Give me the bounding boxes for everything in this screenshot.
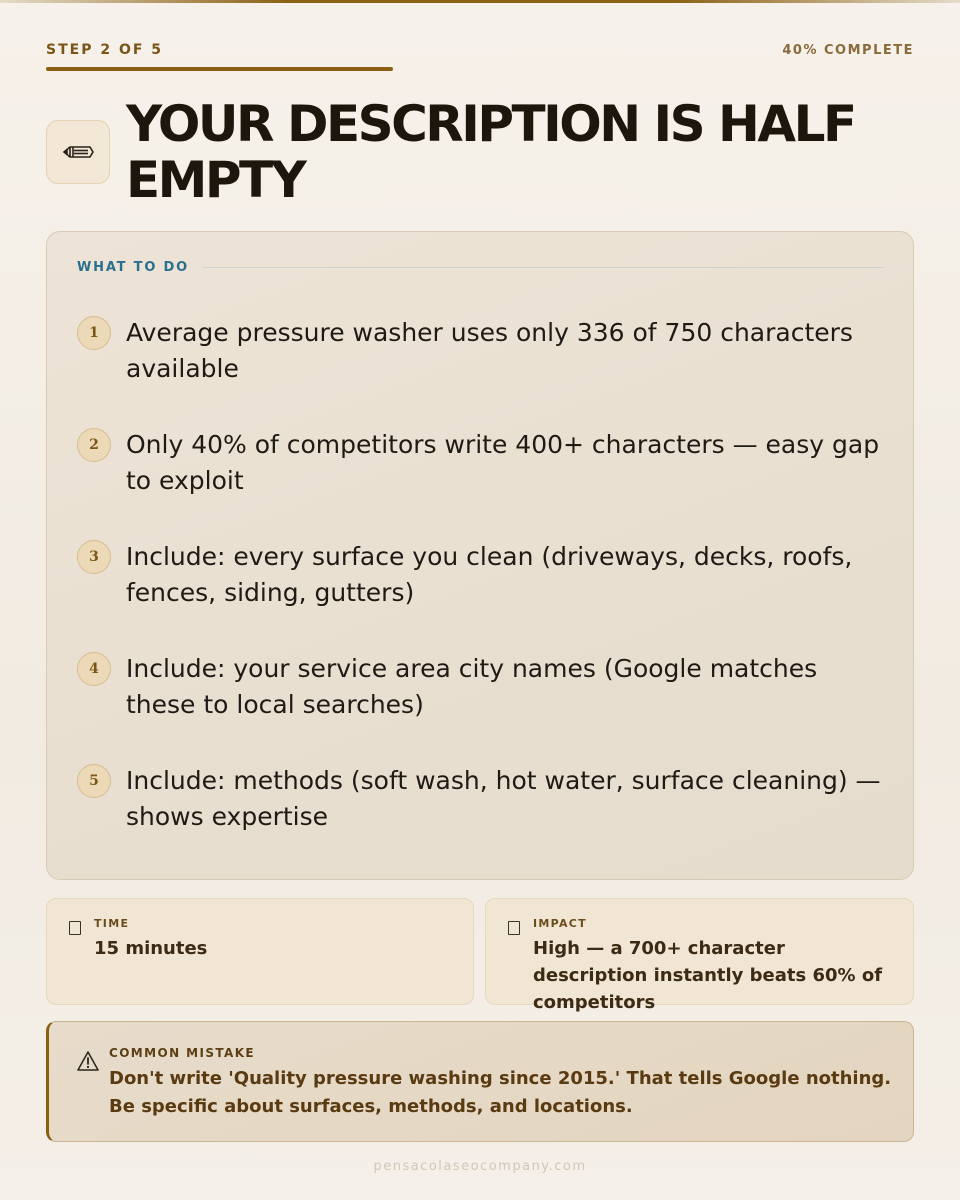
step-number-badge: 3 [77,540,111,574]
progress-bar [46,67,914,71]
list-item [77,315,887,387]
warning-icon [77,1050,99,1072]
footer-domain: pensacolaseocompany.com [373,1159,587,1174]
list-item-text: Include: methods (soft wash, hot water, surface cleaning) — shows expertise [126,766,881,831]
what-to-do-header [77,259,883,275]
common-mistake-text: Don't write 'Quality pressure washing since 2015.' That tells Google nothing. Be specific about surfaces, methods, and locations. [109,1068,892,1117]
progress-header [46,40,914,60]
step-number-badge: 1 [77,316,111,350]
chart-icon [508,921,520,935]
time-label: TIME [94,917,130,930]
impact-card [485,898,914,1013]
step-number-badge: 5 [77,764,111,798]
time-value: 15 minutes [94,938,208,959]
impact-label: IMPACT [533,917,587,930]
list-item-text: Only 40% of competitors write 400+ characters — easy gap to exploit [126,430,880,495]
percent-complete: 40% COMPLETE [782,42,914,58]
step-number-badge: 4 [77,652,111,686]
pencil-icon [46,120,110,184]
what-to-do-card [46,231,914,880]
time-card [46,898,474,1005]
divider [203,267,883,268]
impact-value: High — a 700+ character description instantly beats 60% of competitors [533,938,883,1013]
list-item [77,427,887,499]
list-item [77,539,887,611]
common-mistake-label: COMMON MISTAKE [109,1046,255,1060]
step-number-badge: 2 [77,428,111,462]
list-item-text: Include: your service area city names (Google matches these to local searches) [126,654,818,719]
what-to-do-heading: WHAT TO DO [77,259,189,275]
list-item-text: Include: every surface you clean (driveways, decks, roofs, fences, siding, gutters) [126,542,853,607]
list-item-text: Average pressure washer uses only 336 of 750 characters available [126,318,853,383]
clock-icon [69,921,81,935]
top-accent-bar [0,0,960,3]
list-item [77,651,887,723]
page-title: YOUR DESCRIPTION IS HALF EMPTY [126,95,855,209]
common-mistake-card [46,1021,914,1142]
list-item [77,763,887,835]
progress-bar-fill [46,67,393,71]
step-indicator: STEP 2 OF 5 [46,42,164,58]
